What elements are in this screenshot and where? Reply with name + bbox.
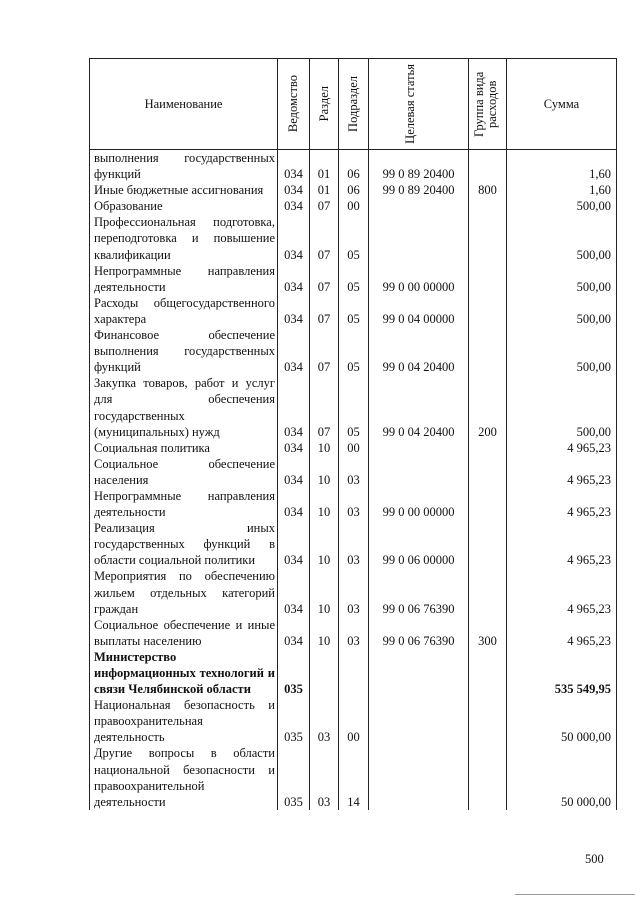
cell-podrazdel: 05: [339, 375, 369, 439]
header-gruppa-label: Группа вида расходов: [471, 71, 499, 137]
cell-celevaya: 99 0 00 00000: [369, 263, 469, 295]
cell-razdel: [310, 649, 339, 697]
cell-podrazdel: 06: [339, 182, 369, 198]
header-celevaya-label: Целевая статья: [402, 64, 417, 144]
header-ved: [278, 59, 310, 150]
table-row: [90, 295, 617, 327]
header-celevaya: [369, 59, 469, 150]
cell-ved: 034: [278, 617, 310, 649]
cell-razdel: 03: [310, 745, 339, 809]
cell-name: Непрограммные направления деятельности: [90, 263, 278, 295]
cell-podrazdel: 03: [339, 456, 369, 488]
cell-summa: 500,00: [507, 295, 617, 327]
cell-razdel: 10: [310, 456, 339, 488]
table-body: [90, 150, 617, 810]
cell-gruppa: [469, 263, 507, 295]
cell-razdel: 01: [310, 182, 339, 198]
cell-summa: 500,00: [507, 327, 617, 375]
cell-gruppa: [469, 295, 507, 327]
cell-name: Профессиональная подготовка, переподготовка и повышение квалификации: [90, 214, 278, 262]
cell-ved: 034: [278, 488, 310, 520]
header-summa: Сумма: [507, 59, 617, 150]
page-number: 500: [585, 852, 604, 866]
cell-podrazdel: 03: [339, 617, 369, 649]
cell-celevaya: [369, 440, 469, 456]
cell-podrazdel: 05: [339, 327, 369, 375]
cell-name: Другие вопросы в области национальной безопасности и правоохранительной деятельности: [90, 745, 278, 809]
cell-celevaya: [369, 198, 469, 214]
cell-gruppa: [469, 327, 507, 375]
cell-gruppa: [469, 649, 507, 697]
table-row: [90, 263, 617, 295]
cell-razdel: 10: [310, 440, 339, 456]
cell-summa: 50 000,00: [507, 697, 617, 745]
cell-summa: 535 549,95: [507, 649, 617, 697]
table-row: [90, 198, 617, 214]
cell-podrazdel: [339, 649, 369, 697]
cell-podrazdel: 14: [339, 745, 369, 809]
cell-podrazdel: 00: [339, 697, 369, 745]
cell-ved: 034: [278, 568, 310, 616]
cell-gruppa: 800: [469, 182, 507, 198]
cell-name: Реализация иных государственных функций в области социальной политики: [90, 520, 278, 568]
table-row: [90, 488, 617, 520]
cell-gruppa: [469, 440, 507, 456]
cell-celevaya: 99 0 89 20400: [369, 150, 469, 183]
cell-name: Непрограммные направления деятельности: [90, 488, 278, 520]
table-row: [90, 440, 617, 456]
cell-celevaya: 99 0 89 20400: [369, 182, 469, 198]
cell-celevaya: [369, 649, 469, 697]
header-razdel: [310, 59, 339, 150]
cell-ved: 034: [278, 375, 310, 439]
cell-razdel: 03: [310, 697, 339, 745]
cell-razdel: 07: [310, 198, 339, 214]
cell-name: Расходы общегосударственного характера: [90, 295, 278, 327]
cell-podrazdel: 03: [339, 520, 369, 568]
cell-gruppa: [469, 697, 507, 745]
budget-table: [89, 58, 617, 810]
cell-ved: 034: [278, 456, 310, 488]
table-row: [90, 697, 617, 745]
cell-name: Социальная политика: [90, 440, 278, 456]
cell-summa: 50 000,00: [507, 745, 617, 809]
cell-ved: 035: [278, 697, 310, 745]
table-row: [90, 375, 617, 439]
cell-ved: 034: [278, 214, 310, 262]
cell-gruppa: [469, 150, 507, 183]
cell-razdel: 07: [310, 375, 339, 439]
table-row: [90, 182, 617, 198]
cell-ved: 034: [278, 327, 310, 375]
table-row: [90, 649, 617, 697]
cell-razdel: 07: [310, 327, 339, 375]
cell-ved: 034: [278, 198, 310, 214]
cell-gruppa: [469, 198, 507, 214]
cell-ved: 035: [278, 745, 310, 809]
cell-celevaya: 99 0 04 20400: [369, 327, 469, 375]
cell-podrazdel: 05: [339, 263, 369, 295]
cell-celevaya: 99 0 06 76390: [369, 617, 469, 649]
cell-razdel: 10: [310, 617, 339, 649]
footer-rule: [515, 894, 635, 895]
cell-ved: 034: [278, 440, 310, 456]
cell-gruppa: [469, 214, 507, 262]
cell-celevaya: 99 0 04 00000: [369, 295, 469, 327]
cell-podrazdel: 00: [339, 440, 369, 456]
cell-celevaya: [369, 745, 469, 809]
cell-gruppa: 300: [469, 617, 507, 649]
cell-name: Закупка товаров, работ и услуг для обеспечения государственных (муниципальных) нужд: [90, 375, 278, 439]
cell-summa: 500,00: [507, 263, 617, 295]
cell-podrazdel: 05: [339, 214, 369, 262]
cell-celevaya: 99 0 04 20400: [369, 375, 469, 439]
header-gruppa: [469, 59, 507, 150]
cell-podrazdel: 03: [339, 488, 369, 520]
cell-name: Образование: [90, 198, 278, 214]
cell-celevaya: [369, 697, 469, 745]
cell-podrazdel: 00: [339, 198, 369, 214]
cell-gruppa: 200: [469, 375, 507, 439]
header-ved-label: Ведомство: [286, 75, 300, 133]
cell-podrazdel: 05: [339, 295, 369, 327]
cell-summa: 4 965,23: [507, 456, 617, 488]
cell-ved: 034: [278, 520, 310, 568]
cell-razdel: 07: [310, 214, 339, 262]
cell-celevaya: 99 0 06 00000: [369, 520, 469, 568]
table-row: [90, 327, 617, 375]
header-razdel-label: Раздел: [316, 86, 331, 122]
cell-name: Социальное обеспечение населения: [90, 456, 278, 488]
table-row: [90, 456, 617, 488]
table-row: [90, 520, 617, 568]
cell-gruppa: [469, 520, 507, 568]
cell-summa: 4 965,23: [507, 520, 617, 568]
cell-ved: 035: [278, 649, 310, 697]
cell-summa: 1,60: [507, 150, 617, 183]
header-name: Наименование: [90, 59, 278, 150]
table-row: [90, 745, 617, 809]
cell-ved: 034: [278, 150, 310, 183]
cell-name: Мероприятия по обеспечению жильем отдельных категорий граждан: [90, 568, 278, 616]
cell-razdel: 10: [310, 568, 339, 616]
cell-summa: 4 965,23: [507, 568, 617, 616]
cell-summa: 500,00: [507, 375, 617, 439]
cell-razdel: 01: [310, 150, 339, 183]
cell-podrazdel: 03: [339, 568, 369, 616]
cell-razdel: 07: [310, 263, 339, 295]
cell-summa: 4 965,23: [507, 488, 617, 520]
cell-celevaya: 99 0 06 76390: [369, 568, 469, 616]
cell-ved: 034: [278, 295, 310, 327]
cell-razdel: 10: [310, 520, 339, 568]
cell-gruppa: [469, 488, 507, 520]
cell-gruppa: [469, 745, 507, 809]
table-row: [90, 214, 617, 262]
budget-table-page: [89, 58, 616, 810]
cell-summa: 500,00: [507, 198, 617, 214]
cell-summa: 4 965,23: [507, 617, 617, 649]
cell-celevaya: [369, 456, 469, 488]
cell-summa: 4 965,23: [507, 440, 617, 456]
cell-name: Министерство информационных технологий и связи Челябинской области: [90, 649, 278, 697]
cell-name: Финансовое обеспечение выполнения государственных функций: [90, 327, 278, 375]
cell-ved: 034: [278, 263, 310, 295]
cell-ved: 034: [278, 182, 310, 198]
cell-name: Национальная безопасность и правоохранительная деятельность: [90, 697, 278, 745]
table-row: [90, 568, 617, 616]
cell-gruppa: [469, 568, 507, 616]
cell-name: Социальное обеспечение и иные выплаты населению: [90, 617, 278, 649]
cell-summa: 1,60: [507, 182, 617, 198]
header-podrazdel: [339, 59, 369, 150]
cell-celevaya: [369, 214, 469, 262]
table-row: [90, 150, 617, 183]
table-row: [90, 617, 617, 649]
cell-summa: 500,00: [507, 214, 617, 262]
cell-name: выполнения государственных функций: [90, 150, 278, 183]
cell-razdel: 10: [310, 488, 339, 520]
cell-celevaya: 99 0 00 00000: [369, 488, 469, 520]
cell-podrazdel: 06: [339, 150, 369, 183]
header-podrazdel-label: Подраздел: [346, 76, 360, 132]
cell-razdel: 07: [310, 295, 339, 327]
cell-name: Иные бюджетные ассигнования: [90, 182, 278, 198]
table-header-row: [90, 59, 617, 150]
cell-gruppa: [469, 456, 507, 488]
